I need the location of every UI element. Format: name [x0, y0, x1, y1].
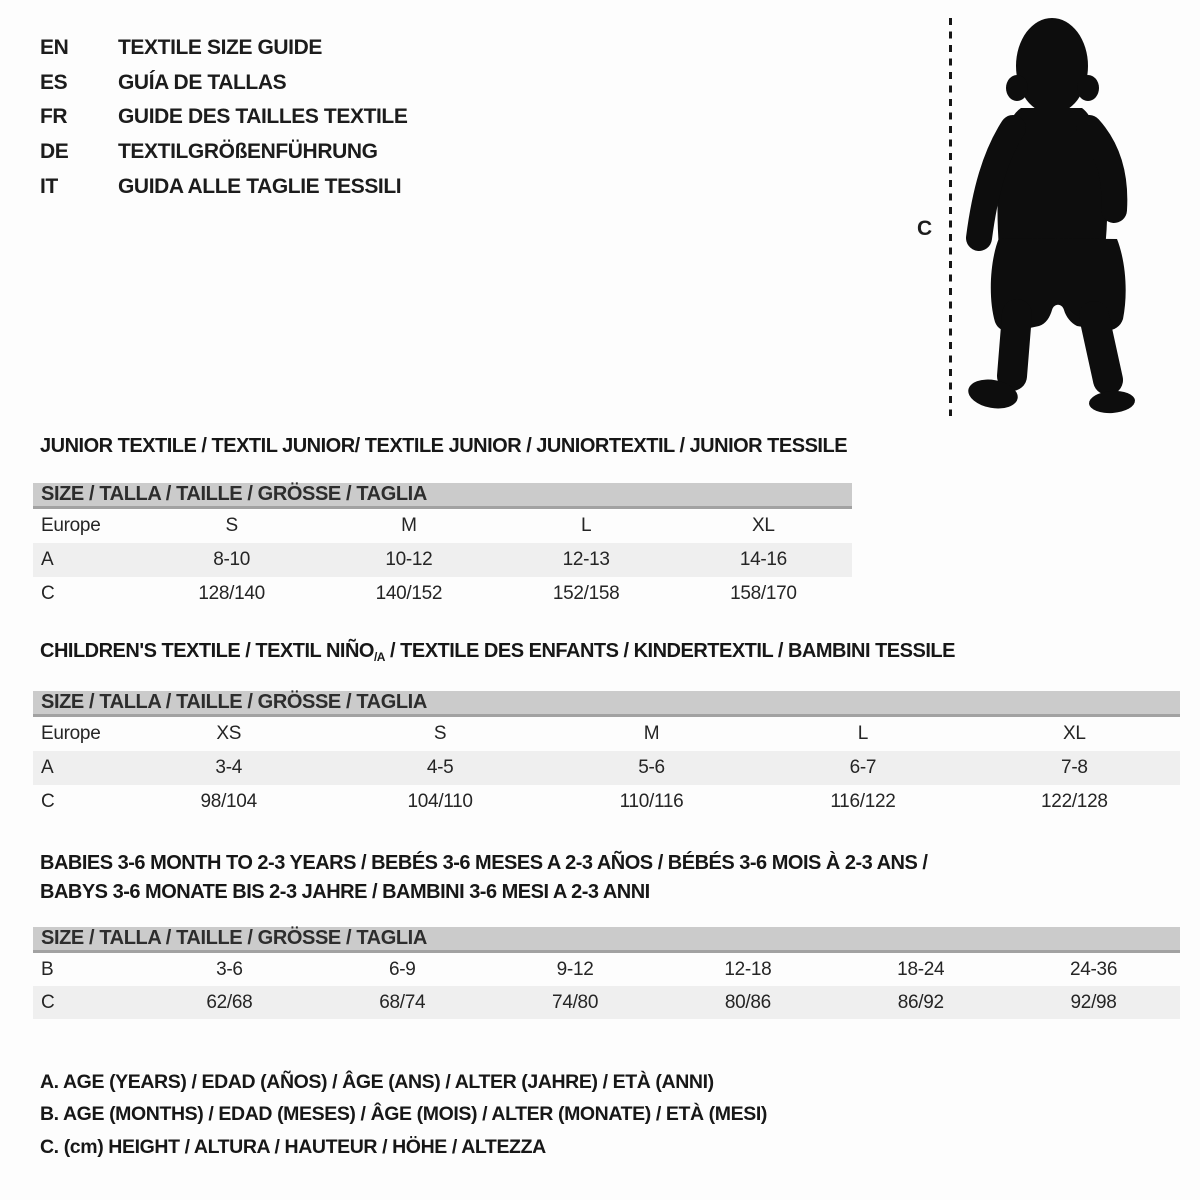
table-cell: XL — [1063, 723, 1086, 744]
table-cell: 3-4 — [215, 757, 242, 778]
guide-title-de: TEXTILGRÖßENFÜHRUNG — [118, 140, 378, 164]
table-cell: S — [225, 515, 238, 536]
table-cell: 68/74 — [379, 991, 426, 1013]
language-row-de — [40, 135, 407, 170]
legend-block — [40, 1066, 767, 1164]
guide-title-fr: GUIDE DES TAILLES TEXTILE — [118, 105, 408, 129]
children-title-subscript: /A — [373, 650, 385, 664]
children-title-suffix: / TEXTILE DES ENFANTS / KINDERTEXTIL / BAMBINI TESSILE — [384, 640, 955, 662]
table-cell: L — [580, 515, 592, 536]
table-cell: 86/92 — [897, 991, 944, 1013]
table-row-europe — [33, 717, 1180, 751]
junior-section-title: JUNIOR TEXTILE / TEXTIL JUNIOR/ TEXTILE JUNIOR / JUNIORTEXTIL / JUNIOR TESSILE — [40, 435, 848, 457]
row-label: C — [41, 583, 55, 604]
table-row-height — [33, 986, 1180, 1019]
table-cell: 98/104 — [200, 791, 257, 812]
table-cell: 122/128 — [1041, 791, 1108, 812]
row-label: C — [41, 791, 55, 812]
table-cell: 62/68 — [206, 991, 253, 1013]
table-cell: XL — [752, 515, 775, 536]
baby-silhouette-icon — [965, 16, 1137, 420]
table-cell: 116/122 — [830, 791, 896, 812]
table-row-age-months — [33, 953, 1180, 986]
table-cell: 14-16 — [739, 549, 787, 570]
junior-table-header: SIZE / TALLA / TAILLE / GRÖSSE / TAGLIA — [33, 483, 852, 509]
height-measure-label: C — [917, 217, 933, 240]
table-cell: 152/158 — [552, 583, 620, 604]
language-row-en — [40, 31, 407, 66]
language-code: ES — [40, 70, 68, 94]
table-cell: 24-36 — [1070, 958, 1118, 980]
table-cell: 7-8 — [1061, 757, 1088, 778]
row-label: A — [41, 757, 54, 778]
legend-line-c: C. (cm) HEIGHT / ALTURA / HAUTEUR / HÖHE / ALTEZZA — [40, 1135, 546, 1158]
language-title-block — [40, 31, 407, 204]
height-measure-dashed-line — [949, 18, 952, 416]
row-label: Europe — [41, 515, 101, 536]
table-cell: M — [401, 515, 417, 536]
table-cell: L — [857, 723, 869, 744]
table-cell: 12-18 — [724, 958, 772, 980]
table-row-age — [33, 751, 1180, 785]
table-cell: 104/110 — [407, 791, 473, 812]
table-cell: 5-6 — [638, 757, 665, 778]
language-row-fr — [40, 100, 407, 135]
row-label: C — [41, 991, 55, 1013]
guide-title-es: GUÍA DE TALLAS — [118, 70, 287, 94]
language-code: IT — [40, 174, 58, 198]
babies-section-title — [40, 849, 927, 907]
table-cell: 8-10 — [213, 549, 251, 570]
table-cell: M — [643, 723, 660, 744]
table-cell: XS — [216, 723, 242, 744]
language-code: EN — [40, 36, 69, 60]
table-cell: 128/140 — [198, 583, 265, 604]
babies-table-header: SIZE / TALLA / TAILLE / GRÖSSE / TAGLIA — [33, 927, 1180, 953]
table-cell: 3-6 — [216, 958, 243, 980]
junior-size-table — [33, 483, 852, 611]
table-cell: 12-13 — [562, 549, 610, 570]
table-cell: 9-12 — [556, 958, 594, 980]
language-code: FR — [40, 105, 68, 129]
table-row-age — [33, 543, 852, 577]
babies-size-table — [33, 927, 1180, 1019]
table-cell: 140/152 — [375, 583, 443, 604]
table-cell: S — [433, 723, 447, 744]
language-row-es — [40, 66, 407, 101]
table-row-height — [33, 577, 852, 611]
babies-title-line1: BABIES 3-6 MONTH TO 2-3 YEARS / BEBÉS 3-6 MESES A 2-3 AÑOS / BÉBÉS 3-6 MOIS À 2-3 ANS / — [40, 852, 928, 874]
children-section-title — [40, 639, 955, 669]
table-cell: 4-5 — [426, 757, 454, 778]
row-label: B — [41, 958, 54, 980]
children-table-header: SIZE / TALLA / TAILLE / GRÖSSE / TAGLIA — [33, 691, 1180, 717]
table-cell: 92/98 — [1070, 991, 1117, 1013]
guide-title-it: GUIDA ALLE TAGLIE TESSILI — [118, 174, 402, 198]
legend-line-a: A. AGE (YEARS) / EDAD (AÑOS) / ÂGE (ANS) / ALTER (JAHRE) / ETÀ (ANNI) — [40, 1070, 714, 1093]
guide-title-en: TEXTILE SIZE GUIDE — [118, 36, 322, 60]
table-cell: 18-24 — [897, 958, 945, 980]
table-cell: 80/86 — [724, 991, 771, 1013]
table-cell: 6-7 — [849, 757, 877, 778]
table-cell: 10-12 — [385, 549, 433, 570]
children-title-prefix: CHILDREN'S TEXTILE / TEXTIL NIÑO — [40, 640, 374, 662]
language-code: DE — [40, 140, 69, 164]
language-row-it — [40, 169, 407, 204]
babies-title-line2: BABYS 3-6 MONATE BIS 2-3 JAHRE / BAMBINI 3-6 MESI A 2-3 ANNI — [40, 881, 650, 903]
row-label: Europe — [41, 723, 101, 744]
legend-line-b: B. AGE (MONTHS) / EDAD (MESES) / ÂGE (MOIS) / ALTER (MONATE) / ETÀ (MESI) — [40, 1103, 767, 1126]
table-cell: 110/116 — [619, 791, 684, 812]
row-label: A — [41, 549, 54, 570]
table-row-europe — [33, 509, 852, 543]
table-cell: 158/170 — [730, 583, 797, 604]
table-cell: 74/80 — [552, 991, 599, 1013]
table-row-height — [33, 785, 1180, 819]
table-cell: 6-9 — [388, 958, 416, 980]
children-size-table — [33, 691, 1180, 819]
baby-figure-area — [900, 0, 1200, 440]
